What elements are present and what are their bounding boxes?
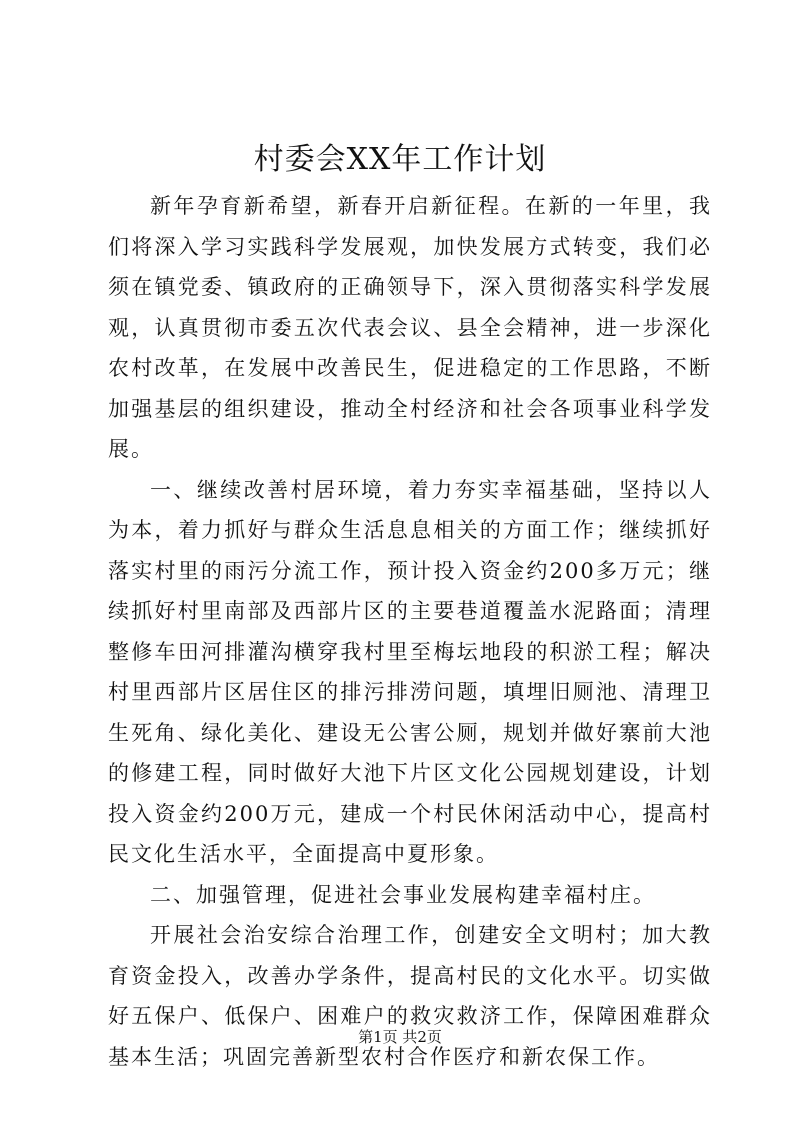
document-body bbox=[108, 186, 712, 1077]
paragraph-section-2-heading: 二、加强管理，促进社会事业发展构建幸福村庄。 bbox=[150, 882, 656, 907]
paragraph-section-1: 一、继续改善村居环境，着力夯实幸福基础，坚持以人为本，着力抓好与群众生活息息相关的方面工作；继续抓好落实村里的雨污分流工作，预计投入资金约200多万元；继续抓好村里南部及西部片区的主要巷道覆盖水泥路面；清理整修车田河排灌沟横穿我村里至梅坛地段的积淤工程；解决村里西部片区居住区的排污排涝问题，填埋旧厕池、清理卫生死角、绿化美化、建设无公害公厕，规划并做好寨前大池的修建工程，同时做好大池下片区文化公园规划建设，计划投入资金约200万元，建成一个村民休闲活动中心，提高村民文化生活水平，全面提高中夏形象。 bbox=[108, 477, 712, 866]
paragraph-intro: 新年孕育新希望，新春开启新征程。在新的一年里，我们将深入学习实践科学发展观，加快发展方式转变，我们必须在镇党委、镇政府的正确领导下，深入贯彻落实科学发展观，认真贯彻市委五次代表会议、县全会精神，进一步深化农村改革，在发展中改善民生，促进稳定的工作思路，不断加强基层的组织建设，推动全村经济和社会各项事业科学发展。 bbox=[108, 194, 712, 461]
page-number-footer: 第1页 共2页 bbox=[358, 1028, 442, 1046]
paragraph-section-2-body: 开展社会治安综合治理工作，创建安全文明村；加大教育资金投入，改善办学条件，提高村民的文化水平。切实做好五保户、低保户、困难户的救灾救济工作，保障困难群众基本生活；巩固完善新型农村合作医疗和新农保工作。 bbox=[108, 923, 712, 1069]
page-title: 村委会XX年工作计划 bbox=[253, 142, 547, 177]
